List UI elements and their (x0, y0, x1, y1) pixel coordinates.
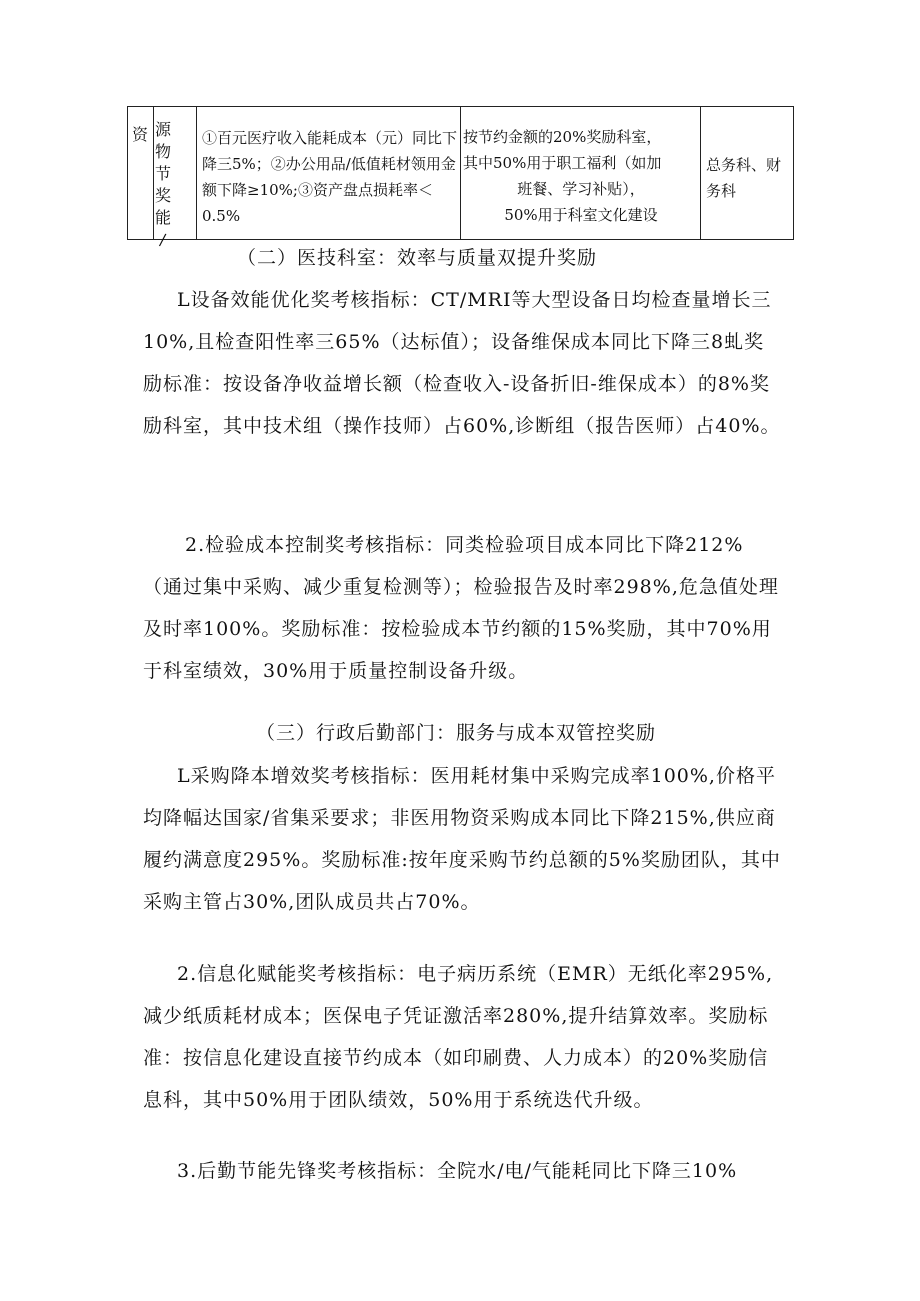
paragraph-informatization: 2.信息化赋能奖考核指标：电子病历系统（EMR）无纸化率295%,减少纸质耗材成本；医保电子凭证激活率280%,提升结算效率。奖励标准：按信息化建设直接节约成本（如印刷费、人力成本）的20%奖励信息科，其中50%用于团队绩效，50%用于系统迭代升级。 (143, 963, 774, 1111)
reward-line: 班餐、学习补贴）， (517, 180, 645, 198)
paragraph-procurement: L采购降本增效奖考核指标：医用耗材集中采购完成率100%,价格平均降幅达国家/省集采要求；非医用物资采购成本同比下降215%,供应商履约满意度295%。奖励标准:按年度采购节约总额的5%奖励团队，其中采购主管占30%,团队成员共占70%。 (143, 765, 781, 913)
paragraph-energy-saving: 3.后勤节能先锋奖考核指标：全院水/电/气能耗同比下降三10% (177, 1160, 738, 1182)
reward-line: 其中50%用于职工福利（如加 (463, 154, 662, 172)
reward-line: 50%用于科室文化建设 (504, 206, 658, 224)
category-label-c: / (158, 229, 168, 250)
section-heading-medtech: （二）医技科室：效率与质量双提升奖励 (237, 247, 598, 269)
department-cell: 总务科、财务科 (706, 156, 782, 200)
paragraph-lab-cost-control: 2.检验成本控制奖考核指标：同类检验项目成本同比下降212%（通过集中采购、减少重复检测等）；检验报告及时率298%,危急值处理及时率100%。奖励标准：按检验成本节约额的15%奖励，其中70%用于科室绩效，30%用于质量控制设备升级。 (143, 534, 779, 682)
reward-cell (463, 124, 699, 228)
paragraph-equipment-efficiency: L设备效能优化奖考核指标：CT/MRI等大型设备日均检查量增长三10%,且检查阳性率三65%（达标值）；设备维保成本同比下降三8虬奖励标准：按设备净收益增长额（检查收入-设备折旧-维保成本）的8%奖励科室，其中技术组（操作技师）占60%,诊断组（报告医师）占40%。 (143, 289, 781, 437)
category-label-a: 资 (132, 125, 149, 144)
category-label-b-text: 源物节奖能 (154, 120, 171, 227)
resource-saving-table-row (127, 106, 794, 250)
table-divider (196, 107, 197, 239)
table-divider (700, 107, 701, 239)
reward-line: 按节约金额的20%奖励科室， (463, 128, 662, 146)
category-label-b (154, 119, 172, 251)
table-divider (460, 107, 461, 239)
section-heading-admin: （三）行政后勤部门：服务与成本双管控奖励 (256, 722, 657, 744)
indicator-cell: ①百元医疗收入能耗成本（元）同比下降三5%；②办公用品/低值耗材领用金额下降≥10%;③资产盘点损耗率＜0.5% (202, 129, 458, 225)
